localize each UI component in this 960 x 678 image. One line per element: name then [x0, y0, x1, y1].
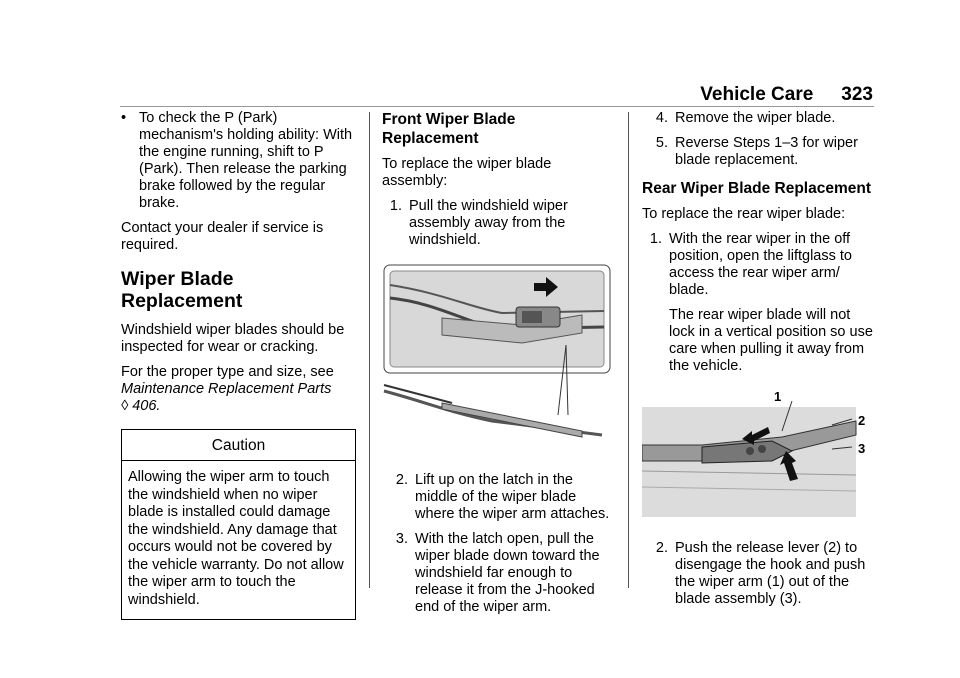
rear-wiper-figure	[642, 391, 878, 526]
step-item: 5. Reverse Steps 1–3 for wiper blade replacement.	[655, 135, 858, 168]
page-header	[700, 84, 873, 106]
column-divider	[369, 112, 370, 588]
step-item: 1. With the rear wiper in the off position, open the liftglass to access the rear wiper arm/ blade. The rear wiper blade will not lock in a vertical position so use care when pulling it away from the vehicle.	[642, 231, 878, 383]
section-title: Vehicle Care	[700, 84, 814, 105]
column-divider	[628, 112, 629, 588]
step-item: 2. Lift up on the latch in the middle of the wiper blade where the wiper arm attaches.	[395, 472, 610, 522]
page-number: 323	[841, 84, 873, 105]
bullet-text: To check the P (Park) mechanism's holding ability: With the engine running, shift to P (Park). Then release the parking brake followed by the regular brake.	[139, 110, 353, 211]
column-3	[642, 110, 878, 616]
rear-wiper-intro: To replace the rear wiper blade:	[642, 206, 846, 222]
front-wiper-intro: To replace the wiper blade assembly:	[382, 156, 552, 189]
column-1	[121, 110, 357, 620]
front-wiper-heading: Front Wiper Blade Replacement	[382, 111, 516, 147]
figure-label-1: 1	[774, 391, 782, 404]
intro-text: Windshield wiper blades should be inspected for wear or cracking.	[121, 322, 345, 355]
section-heading: Wiper Blade Replacement	[121, 268, 243, 312]
front-wiper-figure	[382, 263, 614, 458]
rear-wiper-illustration	[642, 391, 878, 521]
caution-body: Allowing the wiper arm to touch the windshield when no wiper blade is installed could damage the windshield. Any damage that occurs would not be covered by the vehicle warranty. Do not allow the wiper arm to touch the windshield.	[128, 469, 344, 608]
step-item: 4. Remove the wiper blade.	[655, 110, 836, 126]
step-note: The rear wiper blade will not lock in a vertical position so use care when pulling it away from the vehicle.	[669, 307, 873, 374]
figure-label-3: 3	[858, 441, 866, 456]
bullet-mark: •	[121, 110, 127, 126]
reference-prefix: For the proper type and size, see	[121, 364, 334, 380]
caution-box	[121, 429, 356, 620]
front-wiper-illustration	[382, 263, 614, 453]
rear-wiper-heading: Rear Wiper Blade Replacement	[642, 180, 871, 197]
page-ref-icon: ◊	[121, 398, 133, 414]
reference-page[interactable]: ◊ 406.	[121, 398, 161, 414]
caution-title: Caution	[122, 430, 355, 461]
header-rule	[120, 106, 874, 107]
bullet-item	[121, 110, 357, 212]
figure-label-2: 2	[858, 413, 866, 428]
contact-text: Contact your dealer if service is required.	[121, 220, 324, 253]
step-item: 2. Push the release lever (2) to disengage the hook and push the wiper arm (1) out of the blade assembly (3).	[655, 540, 866, 607]
step-item: 1. Pull the windshield wiper assembly away from the windshield.	[389, 198, 568, 248]
column-2	[382, 110, 614, 624]
reference-paragraph	[121, 364, 357, 415]
step-item: 3. With the latch open, pull the wiper blade down toward the windshield far enough to release it from the J-hooked end of the wiper arm.	[395, 531, 600, 615]
reference-link[interactable]: Maintenance Replacement Parts	[121, 381, 332, 397]
